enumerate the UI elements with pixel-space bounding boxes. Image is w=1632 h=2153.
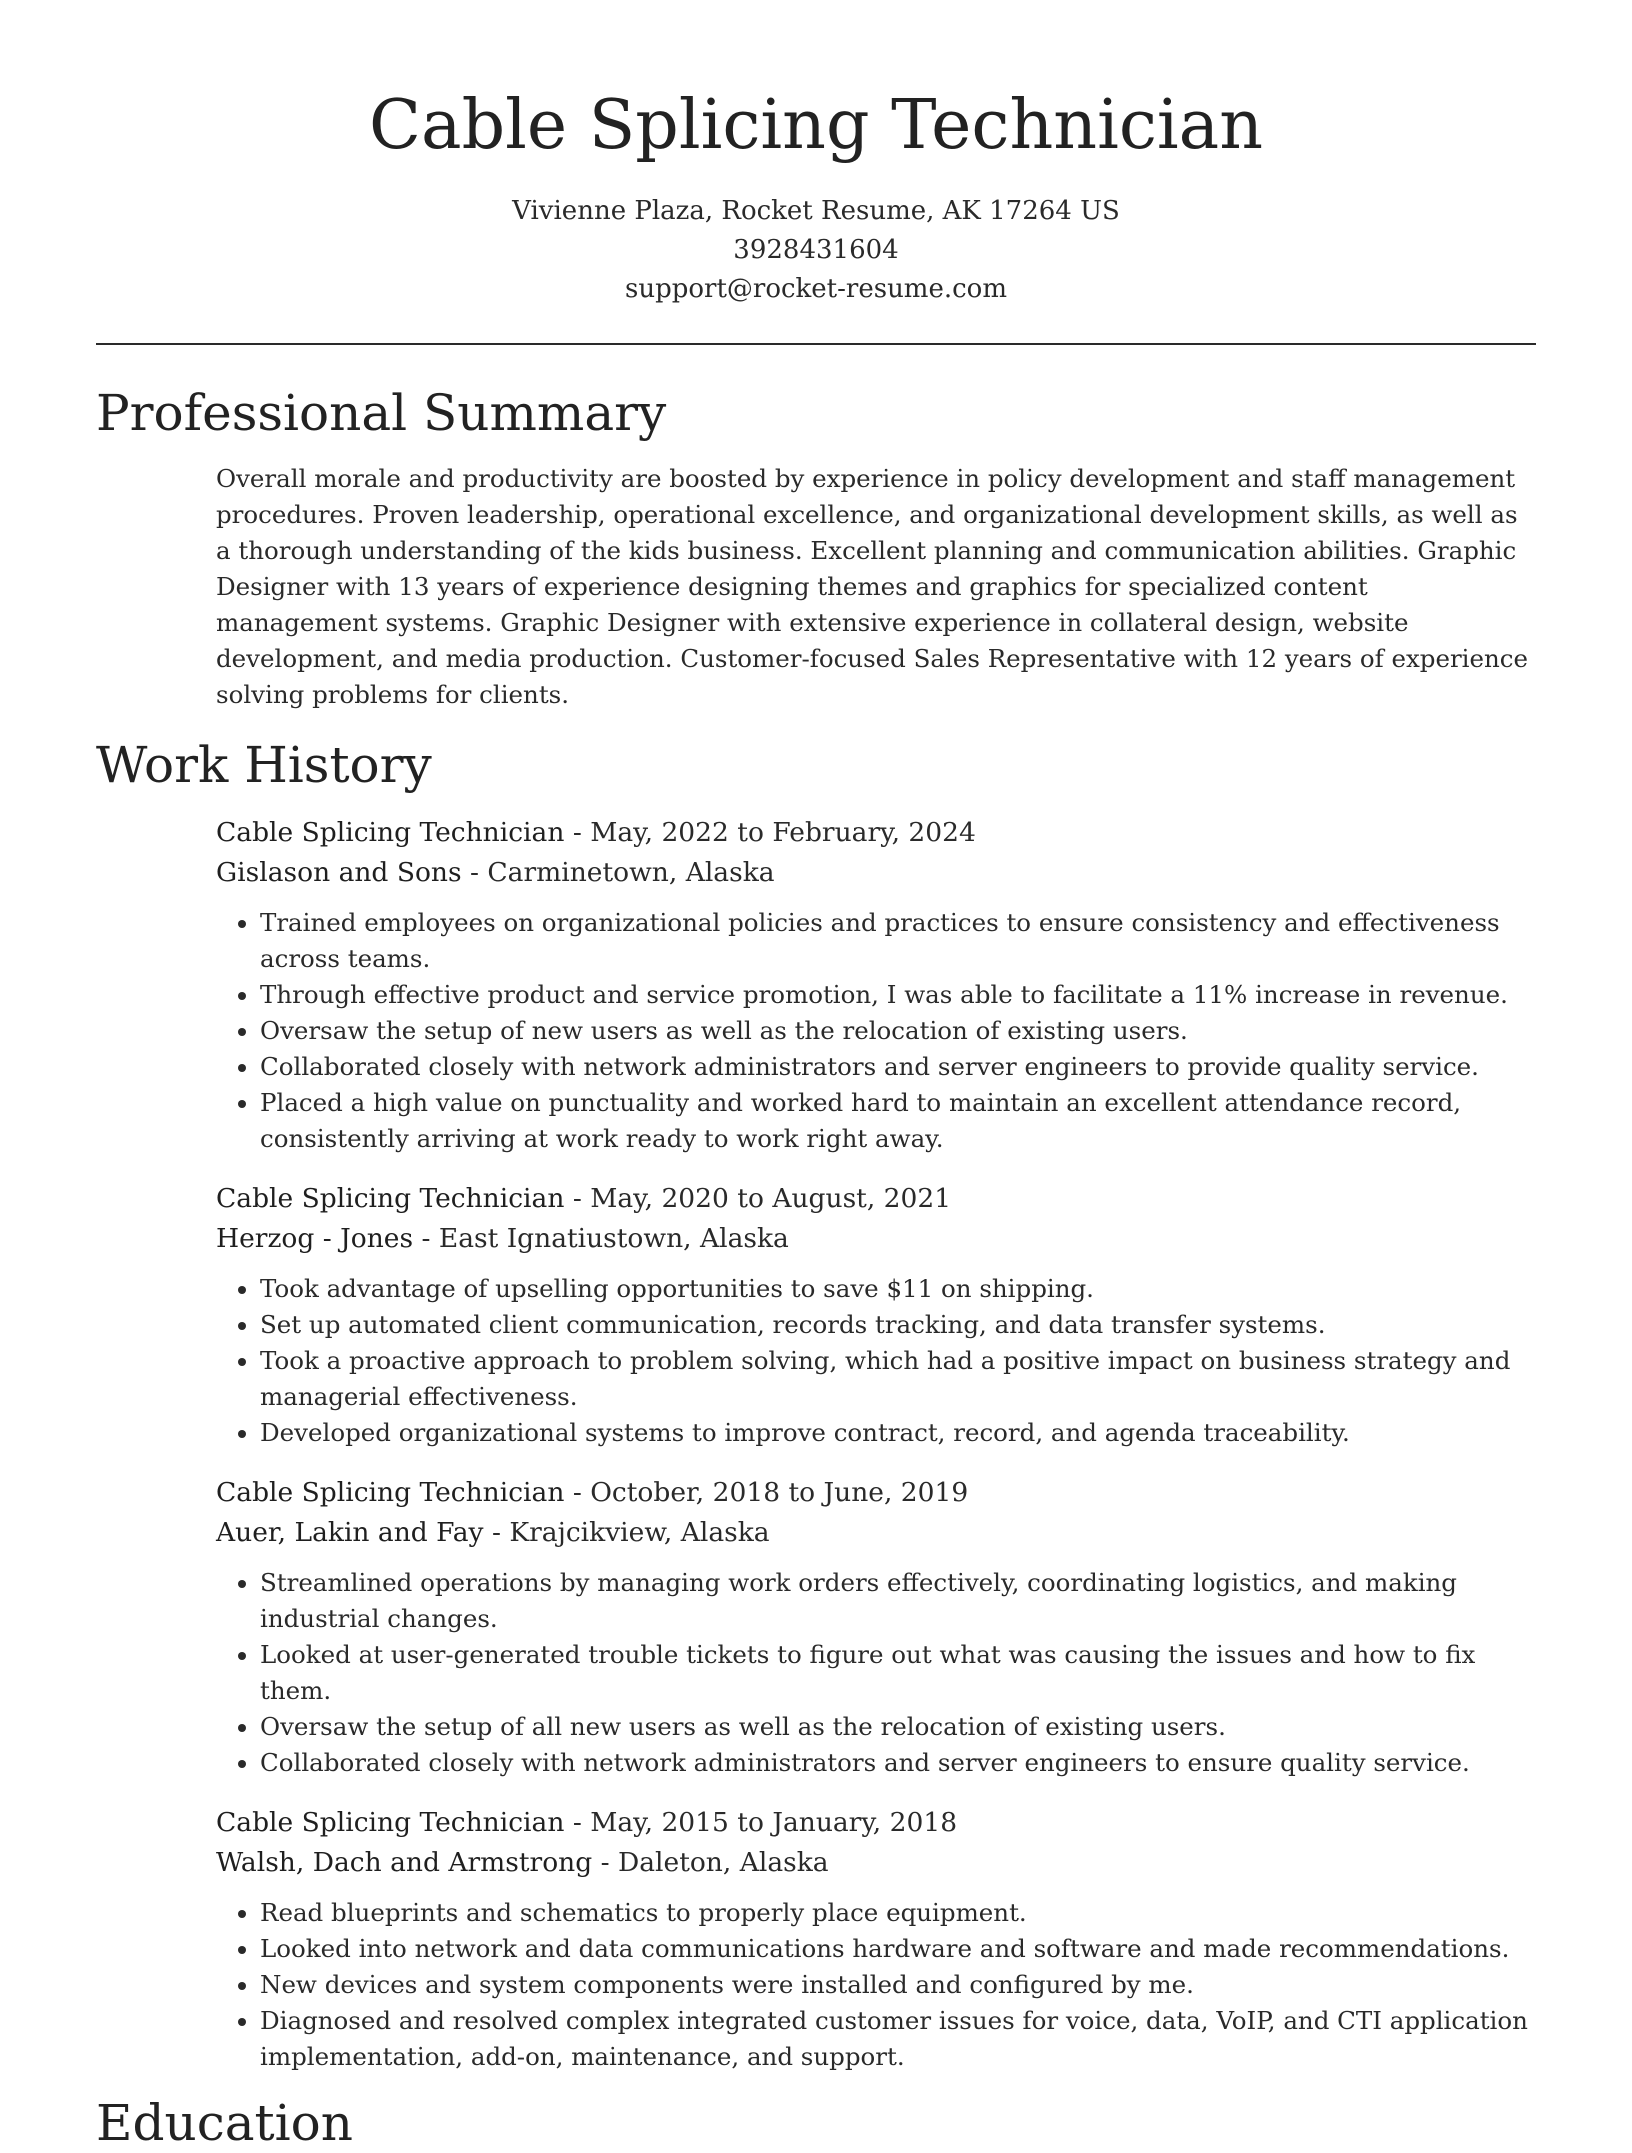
contact-phone: 3928431604 [733, 235, 899, 265]
list-item: • Developed organizational systems to improve contract, record, and agenda traceability. [260, 1415, 1536, 1451]
contact-email: support@rocket-resume.com [624, 274, 1007, 304]
work-history-list [216, 813, 1536, 2075]
job-company: Herzog - Jones [216, 1223, 414, 1254]
job-company: Walsh, Dach and Armstrong [216, 1847, 593, 1878]
job-location: - Krajcikview, Alaska [483, 1517, 770, 1548]
job-dates: - May, 2022 to February, 2024 [564, 817, 976, 848]
list-item: • Set up automated client communication, records tracking, and data transfer systems. [260, 1307, 1536, 1343]
list-item: • Collaborated closely with network administrators and server engineers to ensure quality service. [260, 1745, 1536, 1781]
job-bullets [216, 1271, 1536, 1451]
job-bullets [216, 1895, 1536, 2075]
list-item: • Took a proactive approach to problem solving, which had a positive impact on business strategy and managerial effectiveness. [260, 1343, 1536, 1415]
summary-text: Overall morale and productivity are boosted by experience in policy development and staff management procedures. Proven leadership, operational excellence, and organizational development skills, as well as a thorough understanding of the kids business. Excellent planning and communication abilities. Graphic Designer with 13 years of experience designing themes and graphics for specialized content management systems. Graphic Designer with extensive experience in collateral design, website development, and media production. Customer-focused Sales Representative with 12 years of experience solving problems for clients. [216, 464, 1529, 709]
job-title-line [216, 1473, 1536, 1513]
work-history-heading: Work History [96, 736, 432, 794]
list-item: • Read blueprints and schematics to properly place equipment. [260, 1895, 1536, 1931]
resume-header [96, 0, 1536, 309]
job-dates: - May, 2020 to August, 2021 [564, 1183, 952, 1214]
summary-heading: Professional Summary [96, 384, 667, 442]
list-item: • New devices and system components were installed and configured by me. [260, 1967, 1536, 2003]
job-location: - Daleton, Alaska [592, 1847, 829, 1878]
list-item: • Looked at user-generated trouble tickets to figure out what was causing the issues and how to fix them. [260, 1637, 1536, 1709]
job-dates: - October, 2018 to June, 2019 [564, 1477, 969, 1508]
resume-page [96, 0, 1536, 2153]
job-company-line [216, 1219, 1536, 1259]
job-company: Auer, Lakin and Fay [216, 1517, 484, 1548]
list-item: • Through effective product and service promotion, I was able to facilitate a 11% increase in revenue. [260, 977, 1536, 1013]
job-entry [216, 1803, 1536, 2075]
list-item: • Placed a high value on punctuality and worked hard to maintain an excellent attendance record, consistently arriving at work ready to work right away. [260, 1085, 1536, 1157]
job-role: Cable Splicing Technician [216, 1807, 565, 1838]
job-dates: - May, 2015 to January, 2018 [564, 1807, 958, 1838]
list-item: • Streamlined operations by managing work orders effectively, coordinating logistics, and making industrial changes. [260, 1565, 1536, 1637]
job-role: Cable Splicing Technician [216, 1183, 565, 1214]
header-divider [96, 343, 1536, 345]
list-item: • Trained employees on organizational policies and practices to ensure consistency and effectiveness across teams. [260, 905, 1536, 977]
job-entry [216, 813, 1536, 1157]
job-role: Cable Splicing Technician [216, 1477, 565, 1508]
job-entry [216, 1473, 1536, 1781]
contact-info [96, 192, 1536, 309]
list-item: • Looked into network and data communications hardware and software and made recommendations. [260, 1931, 1536, 1967]
job-bullets [216, 905, 1536, 1157]
list-item: • Took advantage of upselling opportunities to save $11 on shipping. [260, 1271, 1536, 1307]
list-item: • Collaborated closely with network administrators and server engineers to provide quality service. [260, 1049, 1536, 1085]
job-company: Gislason and Sons [216, 857, 462, 888]
job-title-line [216, 1179, 1536, 1219]
job-role: Cable Splicing Technician [216, 817, 565, 848]
list-item: • Oversaw the setup of new users as well as the relocation of existing users. [260, 1013, 1536, 1049]
job-location: - East Ignatiustown, Alaska [413, 1223, 789, 1254]
job-bullets [216, 1565, 1536, 1781]
job-entry [216, 1179, 1536, 1451]
job-company-line [216, 1513, 1536, 1553]
list-item: • Diagnosed and resolved complex integrated customer issues for voice, data, VoIP, and CTI application implementation, add-on, maintenance, and support. [260, 2003, 1536, 2075]
job-title-line [216, 813, 1536, 853]
contact-address: Vivienne Plaza, Rocket Resume, AK 17264 US [512, 196, 1120, 226]
list-item: • Oversaw the setup of all new users as well as the relocation of existing users. [260, 1709, 1536, 1745]
job-title-line [216, 1803, 1536, 1843]
education-heading: Education [96, 2094, 353, 2152]
resume-title: Cable Splicing Technician [369, 86, 1263, 165]
job-location: - Carminetown, Alaska [461, 857, 775, 888]
job-company-line [216, 853, 1536, 893]
job-company-line [216, 1843, 1536, 1883]
